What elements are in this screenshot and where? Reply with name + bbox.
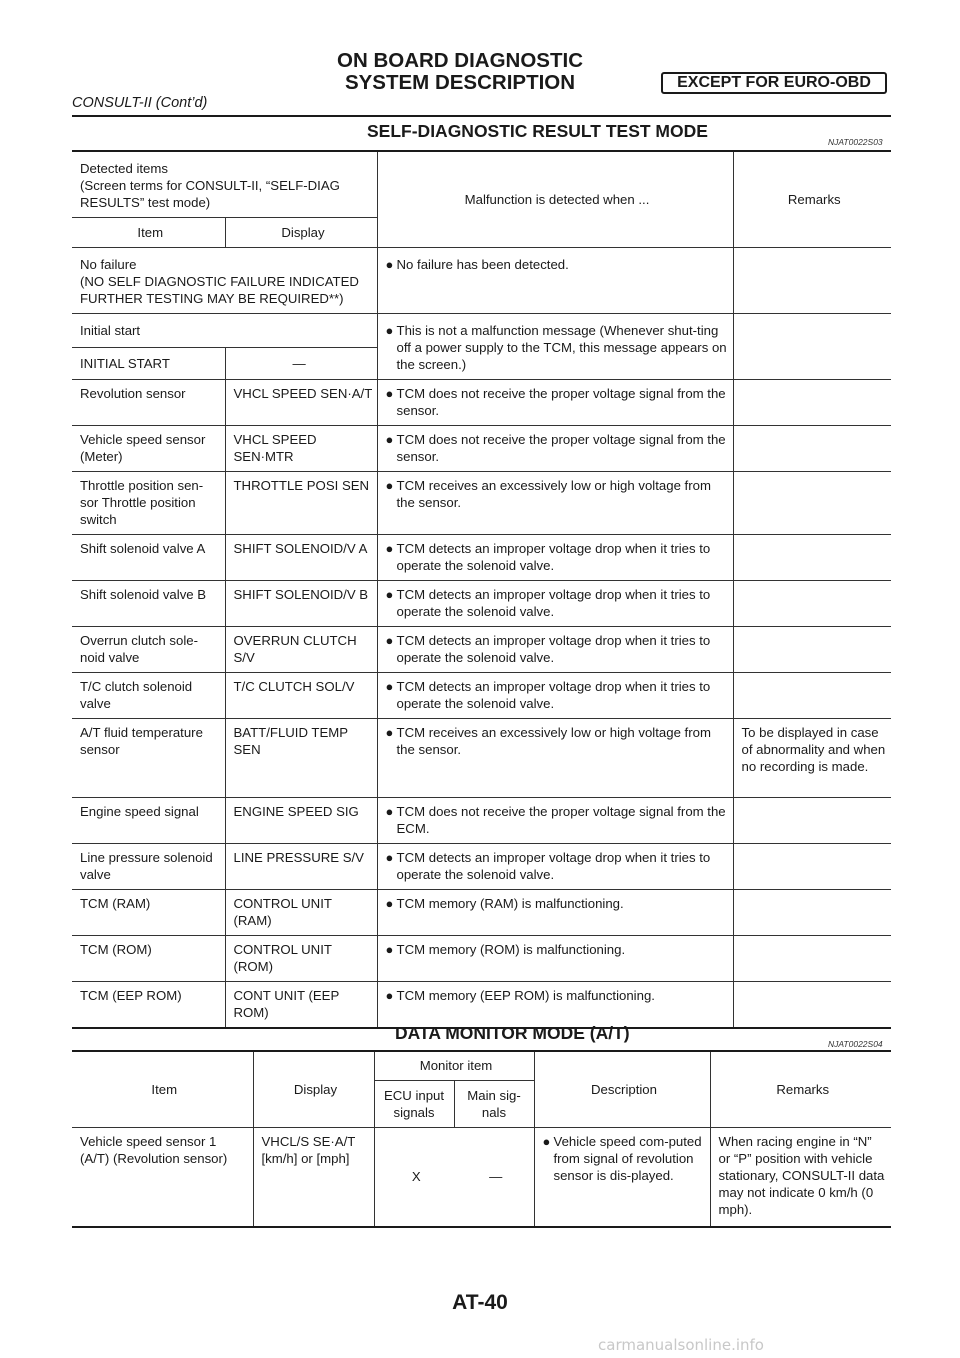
header-detected-line: Detected items: [80, 161, 168, 176]
header-main-signals: Main sig-nals: [454, 1081, 534, 1128]
bullet-icon: ●: [385, 633, 394, 648]
table-row-ecu: X: [374, 1128, 454, 1227]
bullet-icon: ●: [385, 432, 394, 447]
table-row-display: SHIFT SOLENOID/V A: [225, 535, 377, 581]
table-row-item: Overrun clutch sole-noid valve: [72, 627, 225, 673]
table-row-desc: [377, 426, 733, 472]
scope-badge: EXCEPT FOR EURO-OBD: [661, 72, 887, 94]
table-row-desc: [377, 982, 733, 1029]
desc-text: TCM does not receive the proper voltage signal from the ECM.: [396, 804, 726, 836]
table-row-desc: [377, 798, 733, 844]
header-item: Item: [72, 1052, 253, 1128]
table-row-desc: [377, 535, 733, 581]
table-row-item: Vehicle speed sensor (Meter): [72, 426, 225, 472]
table-row-desc: [377, 472, 733, 535]
desc-text: Vehicle speed com-puted from signal of revolution sensor is dis-played.: [553, 1134, 702, 1183]
no-failure-line: FURTHER TESTING MAY BE REQUIRED**): [80, 291, 344, 306]
bullet-icon: ●: [385, 896, 394, 911]
table-row-desc: [377, 673, 733, 719]
no-failure-line: (NO SELF DIAGNOSTIC FAILURE INDICATED: [80, 274, 359, 289]
table-row-display: VHCL SPEED SEN·MTR: [225, 426, 377, 472]
bullet-icon: ●: [385, 386, 394, 401]
desc-text: This is not a malfunction message (Whenever shut-ting off a power supply to the TCM, this message appears on the screen.): [396, 323, 727, 372]
page-title-line1: ON BOARD DIAGNOSTIC: [337, 49, 583, 72]
table-row-desc: [377, 380, 733, 426]
initial-start-item2: INITIAL START: [72, 347, 225, 379]
table-row-desc: [377, 844, 733, 890]
desc-text: TCM detects an improper voltage drop when it tries to operate the solenoid valve.: [396, 850, 711, 882]
table-row-display: THROTTLE POSI SEN: [225, 472, 377, 535]
bullet-icon: ●: [385, 942, 394, 957]
bullet-icon: ●: [542, 1134, 551, 1149]
self-diag-table: [72, 152, 891, 1029]
desc-text: TCM receives an excessively low or high voltage from the sensor.: [396, 478, 711, 510]
table-row-remarks: To be displayed in case of abnormality and when no recording is made.: [733, 719, 891, 798]
desc-text: TCM detects an improper voltage drop when it tries to operate the solenoid valve.: [396, 633, 711, 665]
table-row-desc: [377, 627, 733, 673]
table-row-remarks: [733, 673, 891, 719]
page-subtitle: CONSULT-II (Cont’d): [72, 95, 208, 111]
table-row-display: CONTROL UNIT (RAM): [225, 890, 377, 936]
table-row-remarks: [733, 890, 891, 936]
bullet-icon: ●: [385, 988, 394, 1003]
table-row-item: TCM (RAM): [72, 890, 225, 936]
header-description: Description: [534, 1052, 710, 1128]
section1-code: NJAT0022S03: [828, 137, 883, 147]
bullet-icon: ●: [385, 541, 394, 556]
initial-start-remarks: [733, 314, 891, 380]
table-row-remarks: [733, 798, 891, 844]
table-row-display: CONTROL UNIT (ROM): [225, 936, 377, 982]
no-failure-item: [72, 248, 377, 314]
header-detected-line: RESULTS” test mode): [80, 195, 211, 210]
header-divider: [72, 115, 891, 117]
desc-text: TCM does not receive the proper voltage signal from the sensor.: [396, 432, 726, 464]
header-display: Display: [225, 218, 377, 248]
bullet-icon: ●: [385, 850, 394, 865]
page-title-line2: SYSTEM DESCRIPTION: [344, 71, 576, 94]
table-row-desc: [377, 719, 733, 798]
table-row-main: —: [454, 1128, 534, 1227]
table-row-display: OVERRUN CLUTCH S/V: [225, 627, 377, 673]
no-failure-line: No failure: [80, 257, 137, 272]
data-monitor-table: [72, 1052, 891, 1228]
table-row-remarks: [733, 936, 891, 982]
table-row-item: Revolution sensor: [72, 380, 225, 426]
table-row-item: Engine speed signal: [72, 798, 225, 844]
initial-start-display: —: [225, 347, 377, 379]
header-monitor-item: Monitor item: [374, 1052, 534, 1081]
desc-text: TCM memory (EEP ROM) is malfunctioning.: [396, 988, 655, 1003]
table-row-item: Line pressure solenoid valve: [72, 844, 225, 890]
bullet-icon: ●: [385, 478, 394, 493]
header-ecu-input: ECU input signals: [374, 1081, 454, 1128]
header-remarks: Remarks: [710, 1052, 891, 1128]
table-row-remarks: [733, 581, 891, 627]
section1-title: SELF-DIAGNOSTIC RESULT TEST MODE: [367, 121, 708, 141]
bullet-icon: ●: [385, 257, 394, 272]
table-row-item: T/C clutch solenoid valve: [72, 673, 225, 719]
table-row-item: TCM (ROM): [72, 936, 225, 982]
table-row-display: T/C CLUTCH SOL/V: [225, 673, 377, 719]
table-row-display: CONT UNIT (EEP ROM): [225, 982, 377, 1029]
table-row-display: SHIFT SOLENOID/V B: [225, 581, 377, 627]
table-row-remarks: [733, 380, 891, 426]
bullet-icon: ●: [385, 804, 394, 819]
section2-code: NJAT0022S04: [828, 1039, 883, 1049]
bullet-icon: ●: [385, 323, 394, 338]
table-row-display: VHCL/S SE·A/T [km/h] or [mph]: [253, 1128, 374, 1227]
initial-start-desc: [377, 314, 733, 380]
table-row-remarks: [733, 426, 891, 472]
table-row-remarks: [733, 472, 891, 535]
table-row-desc: [377, 890, 733, 936]
table-row-remarks: When racing engine in “N” or “P” position with vehicle stationary, CONSULT-II data may not indicate 0 km/h (0 mph).: [710, 1128, 891, 1227]
table-row-display: VHCL SPEED SEN·A/T: [225, 380, 377, 426]
watermark: carmanualsonline.info: [598, 1336, 764, 1354]
bullet-icon: ●: [385, 679, 394, 694]
desc-text: TCM does not receive the proper voltage signal from the sensor.: [396, 386, 726, 418]
table-row-remarks: [733, 844, 891, 890]
table-row-remarks: [733, 627, 891, 673]
page-number: AT-40: [452, 1291, 508, 1314]
table-row-item: TCM (EEP ROM): [72, 982, 225, 1029]
desc-text: TCM receives an excessively low or high voltage from the sensor.: [396, 725, 711, 757]
desc-text: TCM memory (ROM) is malfunctioning.: [396, 942, 626, 957]
header-item: Item: [72, 218, 225, 248]
table-row-display: BATT/FLUID TEMP SEN: [225, 719, 377, 798]
table-row-desc: [534, 1128, 710, 1227]
header-remarks: Remarks: [733, 152, 891, 248]
table-row-item: Throttle position sen-sor Throttle position switch: [72, 472, 225, 535]
table-row-item: A/T fluid temperature sensor: [72, 719, 225, 798]
table-row-remarks: [733, 982, 891, 1029]
header-detected-line: (Screen terms for CONSULT-II, “SELF-DIAG: [80, 178, 340, 193]
table-row-item: Shift solenoid valve A: [72, 535, 225, 581]
table-row-desc: [377, 581, 733, 627]
section2-title: DATA MONITOR MODE (A/T): [395, 1023, 630, 1043]
table-row-display: LINE PRESSURE S/V: [225, 844, 377, 890]
bullet-icon: ●: [385, 725, 394, 740]
page-title: [300, 50, 620, 94]
table-row-item: Vehicle speed sensor 1 (A/T) (Revolution sensor): [72, 1128, 253, 1227]
table-row-item: Shift solenoid valve B: [72, 581, 225, 627]
desc-text: TCM detects an improper voltage drop when it tries to operate the solenoid valve.: [396, 541, 711, 573]
bullet-icon: ●: [385, 587, 394, 602]
header-detected-items: [72, 152, 377, 218]
desc-text: No failure has been detected.: [396, 257, 569, 272]
header-display: Display: [253, 1052, 374, 1128]
table-row-display: ENGINE SPEED SIG: [225, 798, 377, 844]
desc-text: TCM detects an improper voltage drop when it tries to operate the solenoid valve.: [396, 679, 711, 711]
table-row-desc: [377, 936, 733, 982]
desc-text: TCM memory (RAM) is malfunctioning.: [396, 896, 624, 911]
no-failure-desc: [377, 248, 733, 314]
initial-start-item: Initial start: [72, 314, 377, 348]
no-failure-remarks: [733, 248, 891, 314]
desc-text: TCM detects an improper voltage drop when it tries to operate the solenoid valve.: [396, 587, 711, 619]
header-malfunction: Malfunction is detected when ...: [377, 152, 733, 248]
table-row-remarks: [733, 535, 891, 581]
